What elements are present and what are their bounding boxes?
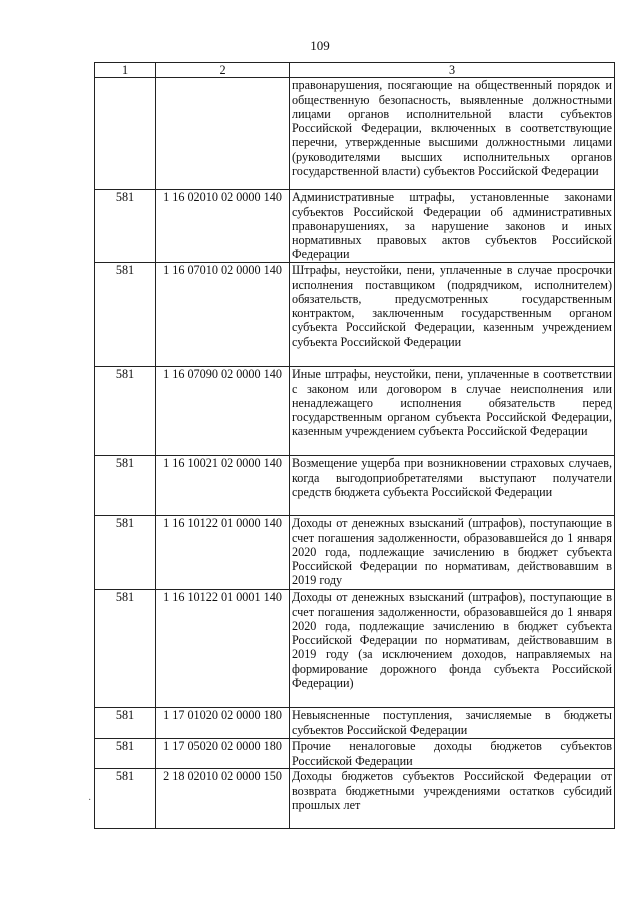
description-cell: Административные штрафы, установленные законами субъектов Российской Федерации об административных правонарушениях, за нарушение законов и иных нормативных правовых актов субъектов Российской Федерации	[290, 190, 615, 263]
column-header: 1	[95, 63, 156, 78]
budget-code-cell: 2 18 02010 02 0000 150	[156, 769, 290, 829]
admin-code-cell: 581	[95, 516, 156, 590]
admin-code-cell: 581	[95, 739, 156, 769]
description-cell: Штрафы, неустойки, пени, уплаченные в случае просрочки исполнения поставщиком (подрядчиком, исполнителем) обязательств, предусмотренных государственным контрактом, заключенным государственным органом субъекта Российской Федерации, казенным учреждением субъекта Российской Федерации	[290, 263, 615, 367]
budget-code-cell: 1 16 07010 02 0000 140	[156, 263, 290, 367]
table-row	[95, 78, 615, 190]
scan-artifact-mark: ·	[88, 795, 92, 806]
budget-code-cell: 1 16 10122 01 0000 140	[156, 516, 290, 590]
table-row	[95, 263, 615, 367]
table-row	[95, 516, 615, 590]
description-cell: Доходы от денежных взысканий (штрафов), поступающие в счет погашения задолженности, образовавшейся до 1 января 2020 года, подлежащие зачислению в бюджет субъекта Российской Федерации по нормативам, действовавшим в 2019 году (за исключением доходов, направляемых на формирование дорожного фонда субъекта Российской Федерации)	[290, 590, 615, 708]
description-cell: правонарушения, посягающие на общественный порядок и общественную безопасность, выявленные должностными лицами органов исполнительной власти субъектов Российской Федерации, включенных в соответствующие перечни, утвержденные высшими должностными лицами (руководителями высших исполнительных органов государственной власти) субъектов Российской Федерации	[290, 78, 615, 190]
table-row	[95, 769, 615, 829]
table-row	[95, 456, 615, 516]
table-row	[95, 190, 615, 263]
budget-code-cell: 1 17 01020 02 0000 180	[156, 708, 290, 739]
table-row	[95, 708, 615, 739]
column-header: 2	[156, 63, 290, 78]
admin-code-cell	[95, 78, 156, 190]
admin-code-cell: 581	[95, 590, 156, 708]
budget-code-cell: 1 17 05020 02 0000 180	[156, 739, 290, 769]
column-header: 3	[290, 63, 615, 78]
table-header-row	[95, 63, 615, 78]
admin-code-cell: 581	[95, 367, 156, 456]
table-row	[95, 739, 615, 769]
description-cell: Иные штрафы, неустойки, пени, уплаченные в соответствии с законом или договором в случае неисполнения или ненадлежащего исполнения обязательств перед государственным органом субъекта Российской Федерации, казенным учреждением субъекта Российской Федерации	[290, 367, 615, 456]
income-codes-table	[94, 62, 615, 829]
budget-code-cell: 1 16 07090 02 0000 140	[156, 367, 290, 456]
budget-code-cell: 1 16 02010 02 0000 140	[156, 190, 290, 263]
description-cell: Прочие неналоговые доходы бюджетов субъектов Российской Федерации	[290, 739, 615, 769]
description-cell: Возмещение ущерба при возникновении страховых случаев, когда выгодоприобретателями выступают получатели средств бюджета субъекта Российской Федерации	[290, 456, 615, 516]
admin-code-cell: 581	[95, 708, 156, 739]
admin-code-cell: 581	[95, 769, 156, 829]
description-cell: Доходы от денежных взысканий (штрафов), поступающие в счет погашения задолженности, образовавшейся до 1 января 2020 года, подлежащие зачислению в бюджет субъекта Российской Федерации по нормативам, действовавшим в 2019 году	[290, 516, 615, 590]
description-cell: Невыясненные поступления, зачисляемые в бюджеты субъектов Российской Федерации	[290, 708, 615, 739]
description-cell: Доходы бюджетов субъектов Российской Федерации от возврата бюджетными учреждениями остатков субсидий прошлых лет	[290, 769, 615, 829]
page-number: 109	[310, 38, 330, 53]
table-row	[95, 590, 615, 708]
budget-code-cell	[156, 78, 290, 190]
table-row	[95, 367, 615, 456]
admin-code-cell: 581	[95, 190, 156, 263]
budget-code-cell: 1 16 10021 02 0000 140	[156, 456, 290, 516]
admin-code-cell: 581	[95, 263, 156, 367]
admin-code-cell: 581	[95, 456, 156, 516]
budget-code-cell: 1 16 10122 01 0001 140	[156, 590, 290, 708]
